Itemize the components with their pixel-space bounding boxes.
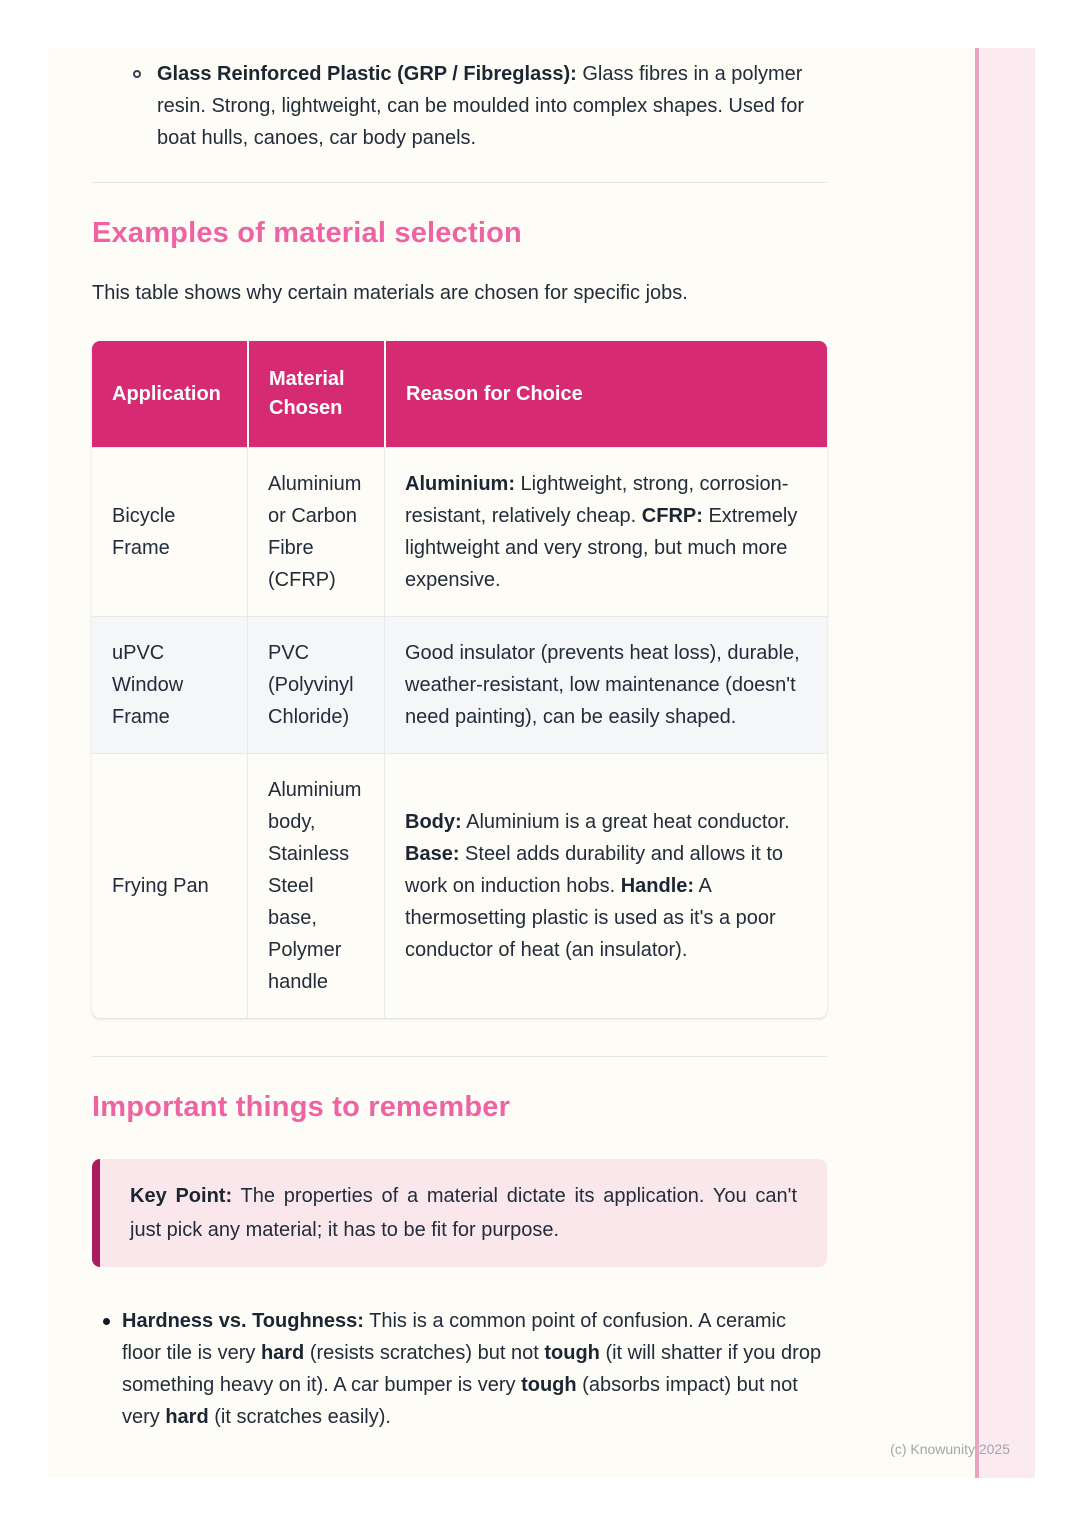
table-row xyxy=(92,447,827,616)
table-intro-paragraph: This table shows why certain materials are chosen for specific jobs. xyxy=(92,282,688,304)
document-sheet xyxy=(48,48,1035,1478)
col-header-application: Application xyxy=(92,341,247,447)
section-title-important: Important things to remember xyxy=(92,1091,511,1123)
cell-material: Aluminium or Carbon Fibre (CFRP) xyxy=(247,447,384,616)
grp-bullet-text: Glass Reinforced Plastic (GRP / Fibreglass): Glass fibres in a polymer resin. Strong, lightweight, can be moulded into complex shapes. Used for boat hulls, canoes, car body panels. xyxy=(157,63,805,149)
table-row xyxy=(92,616,827,753)
key-point-text: Key Point: The properties of a material dictate its application. You can't just pick any material; it has to be fit for purpose. xyxy=(130,1185,797,1241)
cell-reason: Good insulator (prevents heat loss), durable, weather-resistant, low maintenance (doesn't need painting), can be easily shaped. xyxy=(384,616,827,753)
right-accent-panel xyxy=(979,48,1035,1478)
copyright-footer: (c) Knowunity 2025 xyxy=(890,1441,1010,1457)
materials-table xyxy=(92,341,827,1018)
table-row xyxy=(92,753,827,1018)
cell-material: Aluminium body, Stainless Steel base, Polymer handle xyxy=(247,753,384,1018)
section-title-examples: Examples of material selection xyxy=(92,217,522,249)
cell-reason: Aluminium: Lightweight, strong, corrosion-resistant, relatively cheap. CFRP: Extremely lightweight and very strong, but much more expensive. xyxy=(384,447,827,616)
key-point-callout xyxy=(92,1159,827,1267)
grp-bullet-list xyxy=(92,58,827,154)
col-header-material: Material Chosen xyxy=(247,341,384,447)
remember-bullet-list xyxy=(92,1305,827,1433)
cell-application: Bicycle Frame xyxy=(92,447,247,616)
section-divider xyxy=(92,1056,827,1057)
cell-material: PVC (Polyvinyl Chloride) xyxy=(247,616,384,753)
list-item-grp xyxy=(92,58,827,154)
materials-table-container xyxy=(92,341,827,1018)
col-header-reason: Reason for Choice xyxy=(384,341,827,447)
document-content xyxy=(92,48,827,1433)
cell-application: uPVC Window Frame xyxy=(92,616,247,753)
cell-application: Frying Pan xyxy=(92,753,247,1018)
hardness-bullet-text: Hardness vs. Toughness: This is a common point of confusion. A ceramic floor tile is very hard (resists scratches) but not tough (it will shatter if you drop something heavy on it). A car bumper is very tough (absorbs impact) but not very hard (it scratches easily). xyxy=(122,1310,822,1428)
circle-bullet-icon xyxy=(133,70,141,78)
section-divider xyxy=(92,182,827,183)
disc-bullet-icon xyxy=(103,1318,110,1325)
list-item-hardness-toughness xyxy=(92,1305,827,1433)
table-header-row xyxy=(92,341,827,447)
cell-reason: Body: Aluminium is a great heat conductor. Base: Steel adds durability and allows it to work on induction hobs. Handle: A thermosetting plastic is used as it's a poor conductor of heat (an insulator). xyxy=(384,753,827,1018)
